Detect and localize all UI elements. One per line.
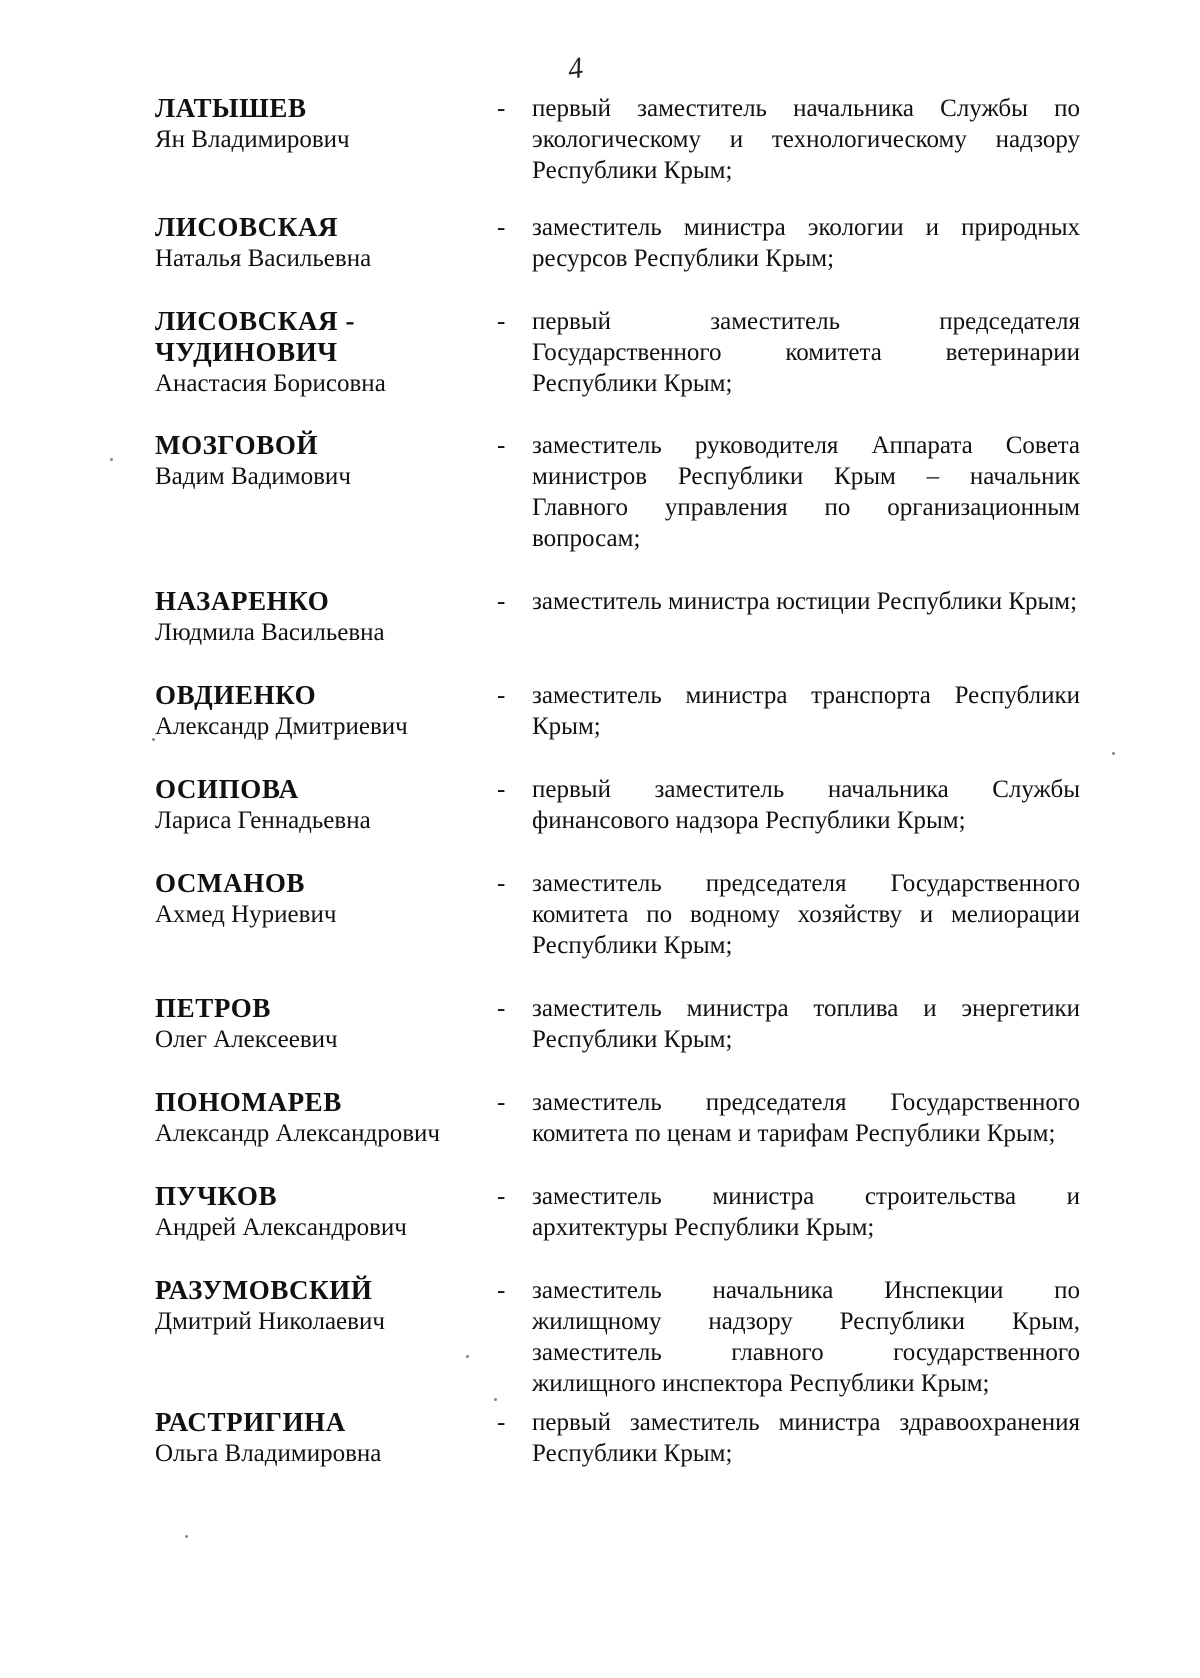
person-position: первый заместитель начальника Службы финансового надзора Республики Крым; — [532, 776, 1080, 834]
person-given-names: Вадим Вадимович — [155, 463, 351, 490]
separator-dash: - — [497, 308, 506, 335]
separator-dash: - — [497, 1277, 506, 1304]
person-surname: ОСИПОВА — [155, 774, 299, 804]
person-position: заместитель министра экологии и природных ресурсов Республики Крым; — [532, 214, 1080, 272]
person-given-names: Ахмед Нуриевич — [155, 901, 337, 928]
person-surname: РАСТРИГИНА — [155, 1407, 346, 1437]
scan-speck — [185, 1535, 188, 1538]
person-surname: ПОНОМАРЕВ — [155, 1087, 342, 1117]
person-position: первый заместитель председателя Государственного комитета ветеринарии Республики Крым; — [532, 308, 1080, 397]
person-name — [155, 586, 485, 648]
person-given-names: Ян Владимирович — [155, 126, 350, 153]
separator-dash: - — [497, 432, 506, 459]
person-surname: ПУЧКОВ — [155, 1181, 278, 1211]
separator-dash: - — [497, 1409, 506, 1436]
page-number: 4 — [565, 51, 586, 86]
person-given-names: Дмитрий Николаевич — [155, 1308, 385, 1335]
person-position: заместитель министра строительства и архитектуры Республики Крым; — [532, 1183, 1080, 1241]
person-given-names: Людмила Васильевна — [155, 619, 385, 646]
person-given-names: Ольга Владимировна — [155, 1440, 382, 1467]
person-surname: ЛИСОВСКАЯ — [155, 212, 339, 242]
separator-dash: - — [497, 95, 506, 122]
separator-dash: - — [497, 1089, 506, 1116]
person-position: заместитель руководителя Аппарата Совета министров Республики Крым – начальник Главного управления по организационным вопросам; — [532, 432, 1080, 552]
person-surname: ОСМАНОВ — [155, 868, 306, 898]
person-position: заместитель министра юстиции Республики Крым; — [532, 588, 1078, 615]
person-name — [155, 1275, 485, 1337]
person-given-names: Наталья Васильевна — [155, 245, 372, 272]
person-surname: ОВДИЕНКО — [155, 680, 317, 710]
person-surname: ЛИСОВСКАЯ - ЧУДИНОВИЧ — [155, 306, 356, 367]
separator-dash: - — [497, 588, 506, 615]
person-surname: ПЕТРОВ — [155, 993, 271, 1023]
scan-speck — [110, 458, 113, 461]
person-name — [155, 212, 485, 274]
person-given-names: Лариса Геннадьевна — [155, 807, 371, 834]
scan-speck — [466, 1355, 469, 1358]
person-position: заместитель министра топлива и энергетики Республики Крым; — [532, 995, 1080, 1053]
person-surname: НАЗАРЕНКО — [155, 586, 330, 616]
person-name — [155, 993, 485, 1055]
person-position: первый заместитель начальника Службы по экологическому и технологическому надзору Республики Крым; — [532, 95, 1080, 184]
person-given-names: Александр Александрович — [155, 1120, 440, 1147]
person-position: первый заместитель министра здравоохранения Республики Крым; — [532, 1409, 1080, 1467]
separator-dash: - — [497, 1183, 506, 1210]
person-surname: ЛАТЫШЕВ — [155, 93, 307, 123]
scan-speck — [1112, 752, 1115, 755]
person-position: заместитель председателя Государственного комитета по ценам и тарифам Республики Крым; — [532, 1089, 1080, 1147]
separator-dash: - — [497, 995, 506, 1022]
person-name — [155, 430, 485, 492]
scan-speck — [152, 738, 155, 741]
person-given-names: Александр Дмитриевич — [155, 713, 408, 740]
separator-dash: - — [497, 682, 506, 709]
person-name — [155, 680, 485, 742]
person-name — [155, 93, 485, 155]
person-surname: РАЗУМОВСКИЙ — [155, 1275, 373, 1305]
person-name — [155, 306, 485, 399]
separator-dash: - — [497, 214, 506, 241]
person-position: заместитель председателя Государственного комитета по водному хозяйству и мелиорации Республики Крым; — [532, 870, 1080, 959]
person-surname: МОЗГОВОЙ — [155, 430, 319, 460]
person-name — [155, 1087, 485, 1149]
person-name — [155, 868, 485, 930]
separator-dash: - — [497, 776, 506, 803]
person-name — [155, 1181, 485, 1243]
person-given-names: Олег Алексеевич — [155, 1026, 338, 1053]
person-position: заместитель начальника Инспекции по жилищному надзору Республики Крым, заместитель главного государственного жилищного инспектора Республики Крым; — [532, 1277, 1080, 1397]
separator-dash: - — [497, 870, 506, 897]
person-position: заместитель министра транспорта Республики Крым; — [532, 682, 1080, 740]
person-given-names: Анастасия Борисовна — [155, 370, 386, 397]
person-name — [155, 1407, 485, 1469]
person-name — [155, 774, 485, 836]
scan-speck — [494, 1398, 497, 1401]
person-given-names: Андрей Александрович — [155, 1214, 407, 1241]
